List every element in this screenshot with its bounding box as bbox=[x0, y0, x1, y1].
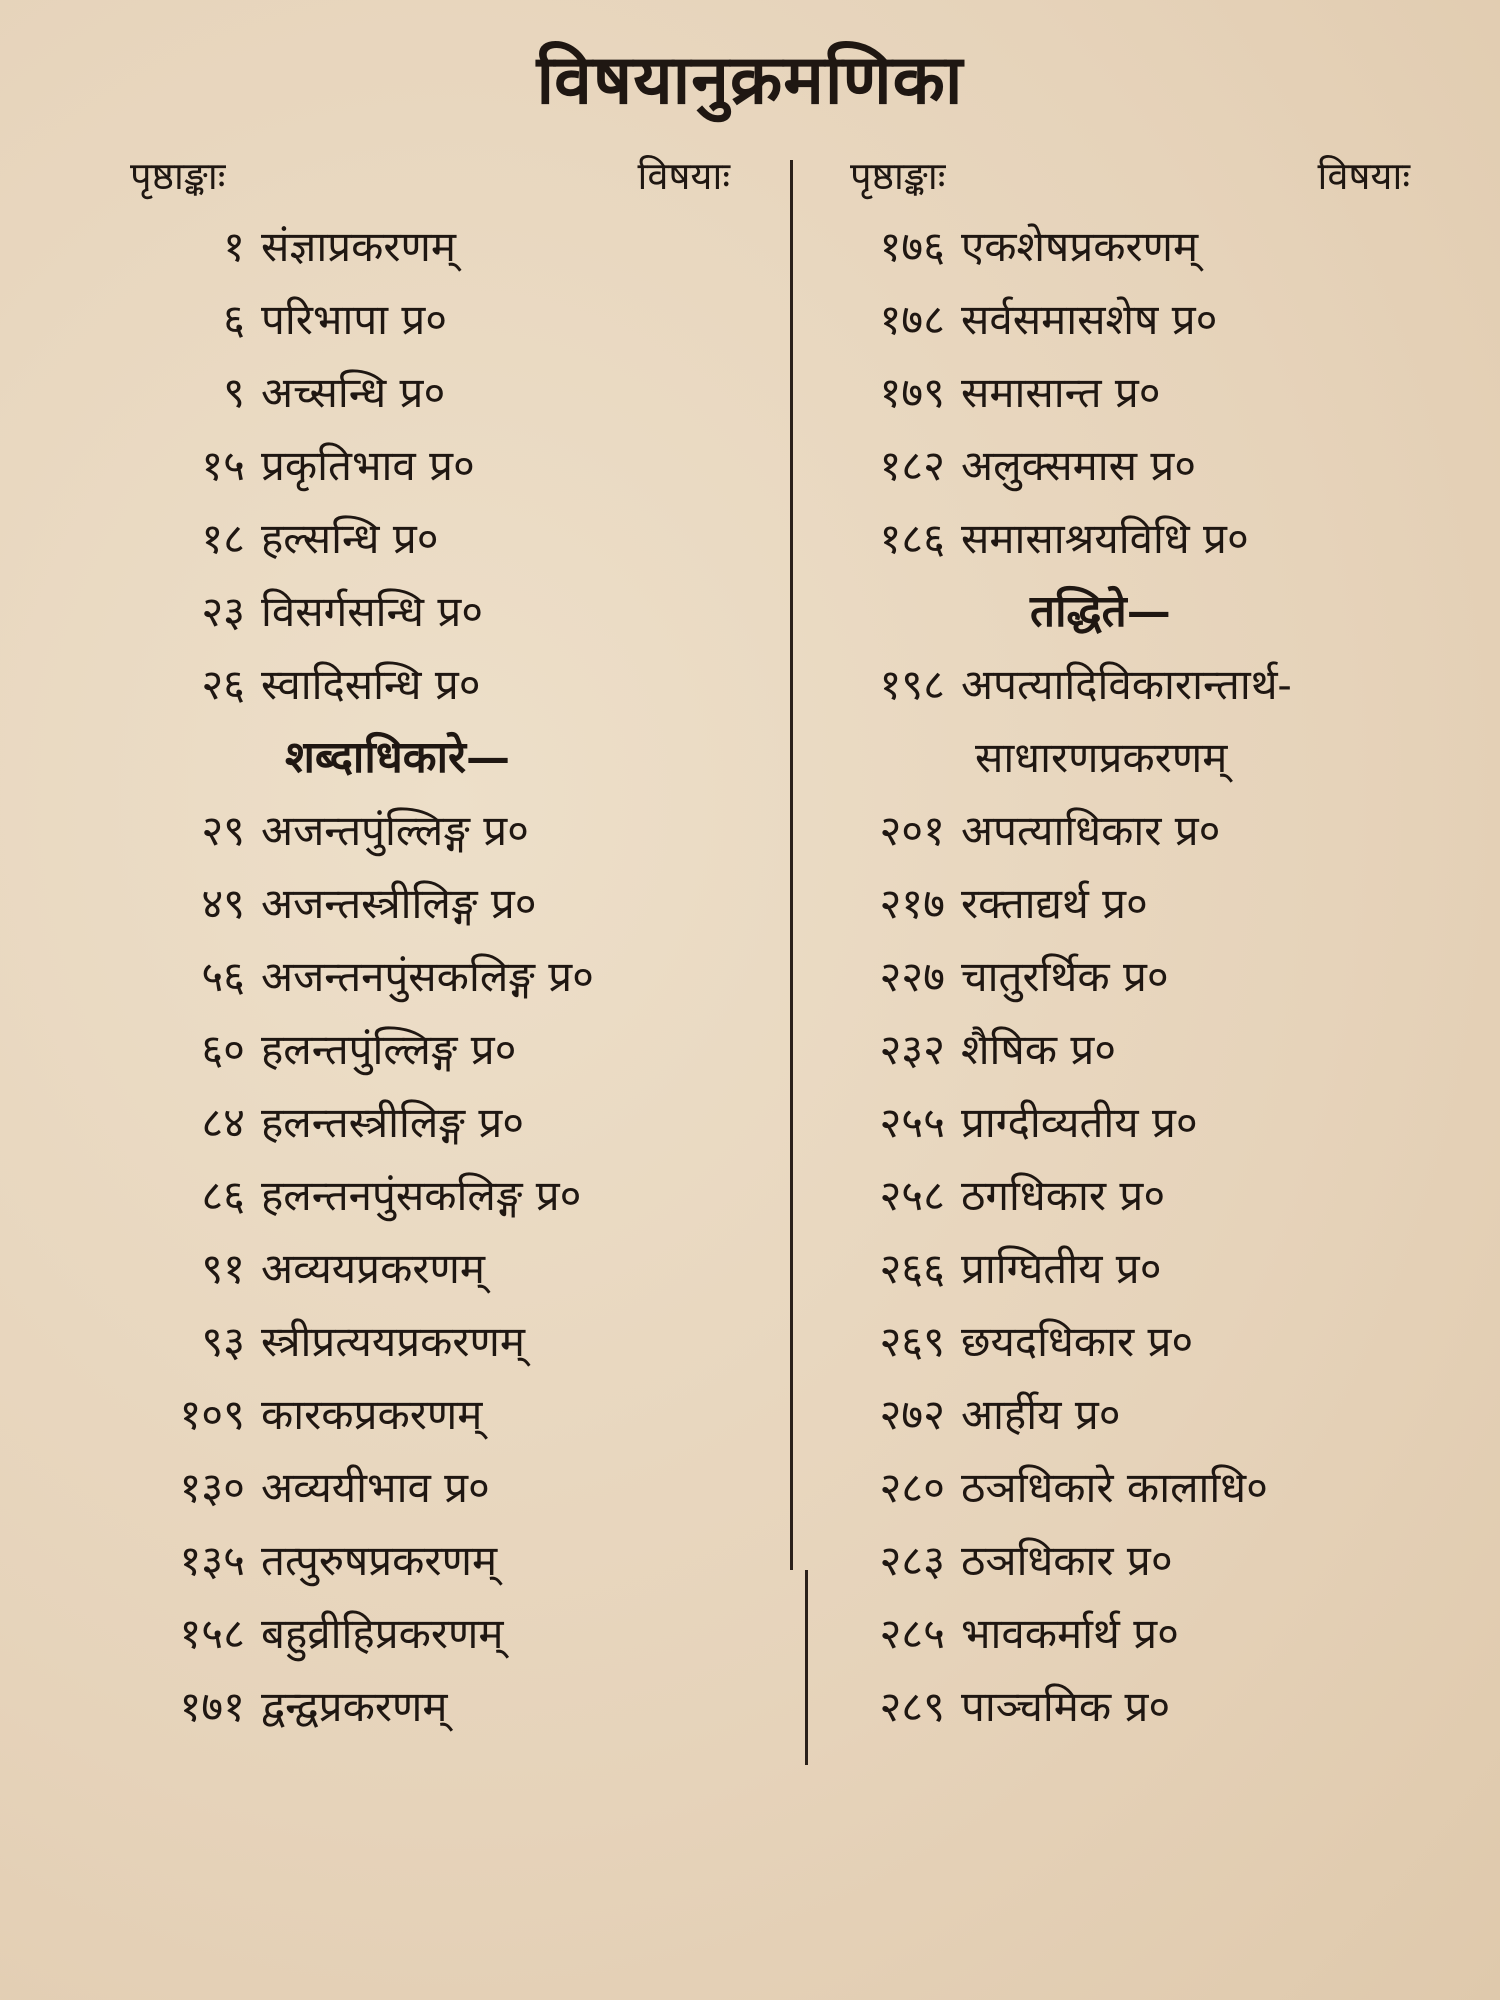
toc-entry bbox=[850, 356, 1410, 429]
toc-entry bbox=[850, 429, 1410, 502]
toc-entry bbox=[850, 1378, 1410, 1451]
topic-title: शैषिक प्र० bbox=[961, 1025, 1117, 1074]
toc-entry bbox=[130, 1378, 730, 1451]
page-number: १५८ bbox=[179, 1609, 245, 1658]
topic-title: ठञधिकारे कालाधि० bbox=[961, 1463, 1268, 1512]
topic-title: अलुक्समास प्र० bbox=[961, 441, 1197, 490]
page-number: १७८ bbox=[879, 295, 945, 344]
toc-entry bbox=[850, 283, 1410, 356]
toc-entry bbox=[130, 356, 730, 429]
topic-header: विषयाः bbox=[637, 154, 730, 198]
page-number: २६६ bbox=[879, 1244, 945, 1293]
page-number: ४९ bbox=[201, 879, 245, 928]
toc-entry bbox=[850, 1305, 1410, 1378]
toc-entry bbox=[130, 1013, 730, 1086]
topic-title: अच्सन्धि प्र० bbox=[261, 368, 446, 417]
toc-entry bbox=[850, 1086, 1410, 1159]
page-number: २६ bbox=[201, 660, 245, 709]
page-number: १७१ bbox=[179, 1682, 245, 1731]
topic-title: चातुरर्थिक प्र० bbox=[961, 952, 1169, 1001]
topic-title: द्वन्द्वप्रकरणम् bbox=[261, 1682, 448, 1731]
toc-entry bbox=[130, 283, 730, 356]
toc-entry bbox=[850, 1159, 1410, 1232]
toc-entry bbox=[130, 1451, 730, 1524]
toc-entry bbox=[850, 1013, 1410, 1086]
topic-title: समासाश्रयविधि प्र० bbox=[961, 514, 1249, 563]
toc-entry bbox=[130, 210, 730, 283]
topic-title: अव्ययीभाव प्र० bbox=[261, 1463, 490, 1512]
page-number: २८५ bbox=[879, 1609, 945, 1658]
section-heading: शब्दाधिकारे— bbox=[285, 732, 510, 783]
column-divider-upper bbox=[790, 160, 793, 1570]
page-number: १३० bbox=[179, 1463, 245, 1512]
toc-entry bbox=[130, 648, 730, 721]
page-number-header: पृष्ठाङ्काः bbox=[850, 154, 946, 198]
page-number: ६० bbox=[201, 1025, 245, 1074]
left-entry-list bbox=[130, 210, 730, 1743]
toc-entry bbox=[130, 1524, 730, 1597]
topic-title: प्राग्दीव्यतीय प्र० bbox=[961, 1098, 1198, 1147]
toc-entry bbox=[850, 794, 1410, 867]
page-number: २६९ bbox=[879, 1317, 945, 1366]
toc-entry bbox=[130, 1086, 730, 1159]
topic-title: रक्ताद्यर्थ प्र० bbox=[961, 879, 1148, 928]
right-entry-list bbox=[850, 210, 1410, 1743]
page-number: २८३ bbox=[879, 1536, 945, 1585]
toc-entry bbox=[850, 210, 1410, 283]
toc-entry-continuation: साधारणप्रकरणम् bbox=[975, 733, 1228, 782]
left-column bbox=[130, 140, 730, 1743]
page-number: २५८ bbox=[879, 1171, 945, 1220]
toc-entry bbox=[130, 502, 730, 575]
toc-entry bbox=[850, 648, 1410, 721]
topic-title: ठगधिकार प्र० bbox=[961, 1171, 1166, 1220]
topic-title: अजन्तनपुंसकलिङ्ग प्र० bbox=[261, 952, 594, 1001]
toc-entry bbox=[850, 1524, 1410, 1597]
page-number: १५ bbox=[201, 441, 245, 490]
topic-title: परिभापा प्र० bbox=[261, 295, 448, 344]
topic-title: प्राग्घितीय प्र० bbox=[961, 1244, 1162, 1293]
page-number: १९८ bbox=[879, 660, 945, 709]
page-number: २२७ bbox=[879, 952, 945, 1001]
topic-title: आर्हीय प्र० bbox=[961, 1390, 1121, 1439]
toc-entry bbox=[850, 1451, 1410, 1524]
page-number: २९ bbox=[201, 806, 245, 855]
page-number: ९३ bbox=[201, 1317, 245, 1366]
page-number: ५६ bbox=[201, 952, 245, 1001]
toc-entry bbox=[850, 1670, 1410, 1743]
page-number: ८४ bbox=[201, 1098, 245, 1147]
page-number: ८६ bbox=[201, 1171, 245, 1220]
page-number: २८० bbox=[879, 1463, 945, 1512]
topic-title: भावकर्मार्थ प्र० bbox=[961, 1609, 1179, 1658]
page-number: २०१ bbox=[879, 806, 945, 855]
page-number: २८९ bbox=[879, 1682, 945, 1731]
toc-entry bbox=[130, 1159, 730, 1232]
right-column bbox=[850, 140, 1410, 1743]
section-heading: तद्धिते— bbox=[1030, 586, 1171, 637]
toc-entry bbox=[130, 1305, 730, 1378]
toc-entry bbox=[850, 502, 1410, 575]
topic-title: ठञधिकार प्र० bbox=[961, 1536, 1173, 1585]
page-number: १८२ bbox=[879, 441, 945, 490]
topic-title: सर्वसमासशेष प्र० bbox=[961, 295, 1218, 344]
page-number: १७९ bbox=[879, 368, 945, 417]
toc-entry bbox=[130, 1670, 730, 1743]
page-number: २१७ bbox=[879, 879, 945, 928]
page-number-header: पृष्ठाङ्काः bbox=[130, 154, 226, 198]
toc-entry bbox=[130, 575, 730, 648]
topic-title: अपत्यादिविकारान्तार्थ- bbox=[961, 660, 1292, 709]
toc-entry bbox=[130, 429, 730, 502]
topic-title: हलन्तपुंल्लिङ्ग प्र० bbox=[261, 1025, 517, 1074]
topic-title: अपत्याधिकार प्र० bbox=[961, 806, 1221, 855]
topic-title: छयदधिकार प्र० bbox=[961, 1317, 1194, 1366]
topic-title: तत्पुरुषप्रकरणम् bbox=[261, 1536, 498, 1585]
toc-entry bbox=[850, 1597, 1410, 1670]
page-number: १३५ bbox=[179, 1536, 245, 1585]
page-number: १०९ bbox=[179, 1390, 245, 1439]
toc-entry bbox=[850, 940, 1410, 1013]
topic-header: विषयाः bbox=[1317, 154, 1410, 198]
page-number: २५५ bbox=[879, 1098, 945, 1147]
page-number: २७२ bbox=[879, 1390, 945, 1439]
topic-title: अजन्तपुंल्लिङ्ग प्र० bbox=[261, 806, 529, 855]
page-number: १ bbox=[223, 222, 245, 271]
toc-entry bbox=[130, 1232, 730, 1305]
page-number: २३२ bbox=[879, 1025, 945, 1074]
topic-title: स्त्रीप्रत्ययप्रकरणम् bbox=[261, 1317, 526, 1366]
topic-title: स्वादिसन्धि प्र० bbox=[261, 660, 481, 709]
topic-title: अव्ययप्रकरणम् bbox=[261, 1244, 485, 1293]
page-number: २३ bbox=[201, 587, 245, 636]
toc-entry bbox=[130, 794, 730, 867]
topic-title: अजन्तस्त्रीलिङ्ग प्र० bbox=[261, 879, 537, 928]
page-number: १८ bbox=[201, 514, 245, 563]
toc-entry bbox=[130, 940, 730, 1013]
topic-title: समासान्त प्र० bbox=[961, 368, 1161, 417]
toc-entry bbox=[130, 1597, 730, 1670]
toc-entry bbox=[850, 867, 1410, 940]
topic-title: एकशेषप्रकरणम् bbox=[961, 222, 1199, 271]
page-number: ९१ bbox=[201, 1244, 245, 1293]
topic-title: प्रकृतिभाव प्र० bbox=[261, 441, 475, 490]
topic-title: विसर्गसन्धि प्र० bbox=[261, 587, 484, 636]
page-number: ९ bbox=[223, 368, 245, 417]
topic-title: कारकप्रकरणम् bbox=[261, 1390, 483, 1439]
topic-title: हलन्तस्त्रीलिङ्ग प्र० bbox=[261, 1098, 525, 1147]
topic-title: हल्सन्धि प्र० bbox=[261, 514, 439, 563]
page-number: १८६ bbox=[879, 514, 945, 563]
toc-entry bbox=[130, 867, 730, 940]
topic-title: संज्ञाप्रकरणम् bbox=[261, 222, 457, 271]
page-title: विषयानुक्रमणिका bbox=[536, 40, 964, 120]
right-column-header bbox=[850, 140, 1410, 210]
topic-title: पाञ्चमिक प्र० bbox=[961, 1682, 1171, 1731]
page-number: १७६ bbox=[879, 222, 945, 271]
page-number: ६ bbox=[223, 295, 245, 344]
left-column-header bbox=[130, 140, 730, 210]
toc-entry bbox=[850, 1232, 1410, 1305]
column-divider-lower bbox=[805, 1570, 808, 1765]
topic-title: बहुव्रीहिप्रकरणम् bbox=[261, 1609, 504, 1658]
topic-title: हलन्तनपुंसकलिङ्ग प्र० bbox=[261, 1171, 582, 1220]
